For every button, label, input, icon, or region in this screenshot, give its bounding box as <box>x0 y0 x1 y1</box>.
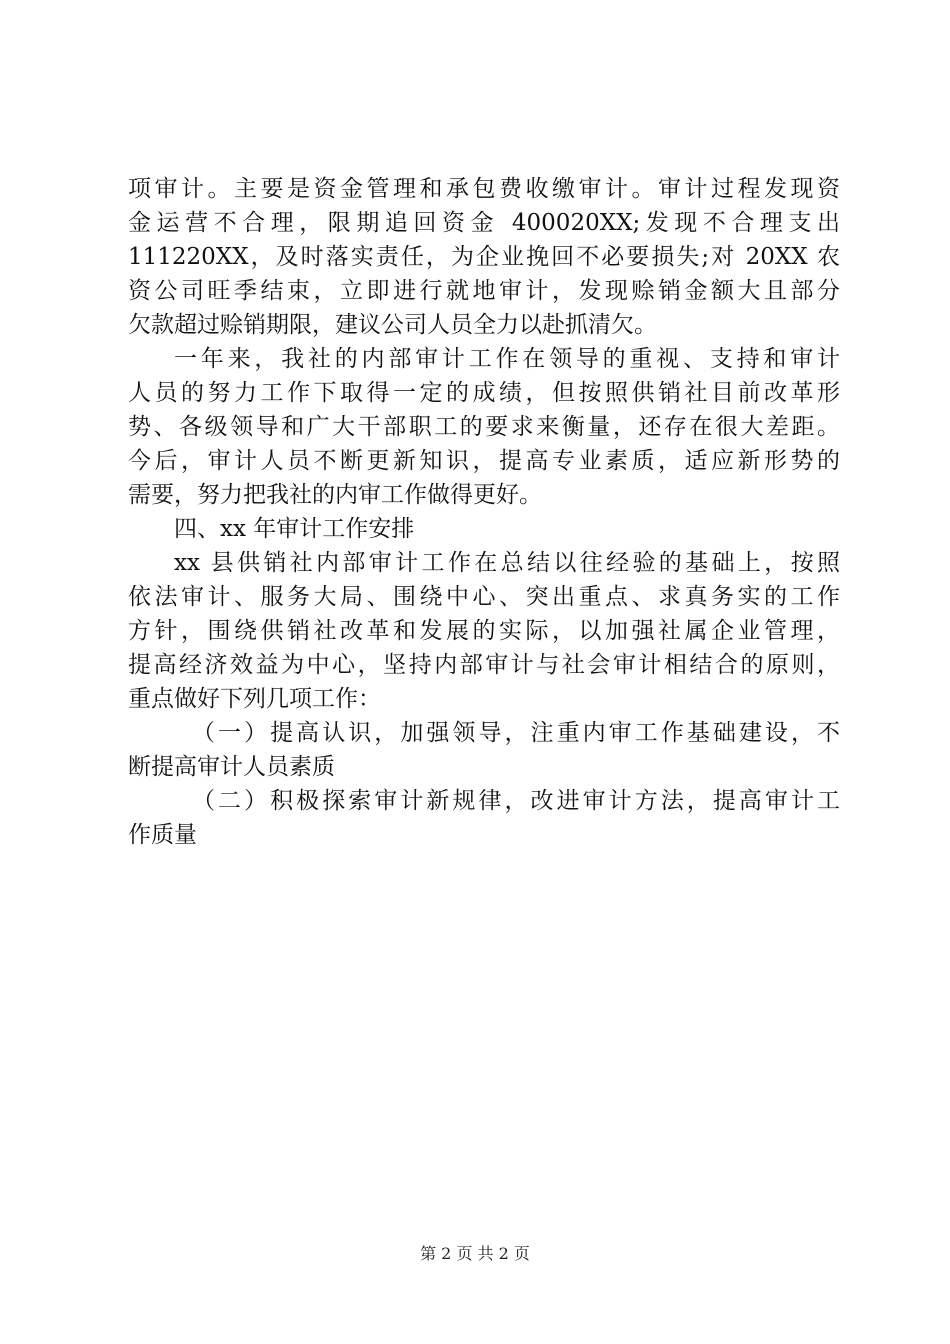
list-item-continuation: 断提高审计人员素质 <box>128 754 335 780</box>
list-item-continuation: 作质量 <box>128 822 197 848</box>
text-line: 欠款超过赊销期限，建议公司人员全力以赴抓清欠。 <box>128 312 657 338</box>
text-line: 金运营不合理，限期追回资金 400020XX;发现不合理支出 <box>128 210 840 236</box>
text-line: 资公司旺季结束，立即进行就地审计，发现赊销金额大且部分 <box>128 278 840 304</box>
text-line: 今后，审计人员不断更新知识，提高专业素质，适应新形势的 <box>128 448 840 474</box>
paragraph-start-line: 一年来，我社的内部审计工作在领导的重视、支持和审计 <box>174 346 840 372</box>
text-line: 提高经济效益为中心，坚持内部审计与社会审计相结合的原则， <box>128 652 840 678</box>
text-line: 依法审计、服务大局、围绕中心、突出重点、求真务实的工作 <box>128 584 840 610</box>
list-item-line: （一）提高认识，加强领导，注重内审工作基础建设，不 <box>192 720 840 746</box>
text-line: 111220XX，及时落实责任，为企业挽回不必要损失;对 20XX 农 <box>128 244 840 270</box>
document-body <box>128 172 840 852</box>
text-line: 方针，围绕供销社改革和发展的实际，以加强社属企业管理， <box>128 618 840 644</box>
text-line: 项审计。主要是资金管理和承包费收缴审计。审计过程发现资 <box>128 176 840 202</box>
page-number-footer: 第 2 页 共 2 页 <box>420 1244 530 1263</box>
section-heading: 四、xx 年审计工作安排 <box>174 516 415 542</box>
paragraph-start-line: xx 县供销社内部审计工作在总结以往经验的基础上，按照 <box>174 550 840 576</box>
list-item-line: （二）积极探索审计新规律，改进审计方法，提高审计工 <box>192 788 840 814</box>
text-line: 需要，努力把我社的内审工作做得更好。 <box>128 482 542 508</box>
text-line: 重点做好下列几项工作： <box>128 686 381 712</box>
text-line: 人员的努力工作下取得一定的成绩，但按照供销社目前改革形 <box>128 380 840 406</box>
text-line: 势、各级领导和广大干部职工的要求来衡量，还存在很大差距。 <box>128 414 840 440</box>
